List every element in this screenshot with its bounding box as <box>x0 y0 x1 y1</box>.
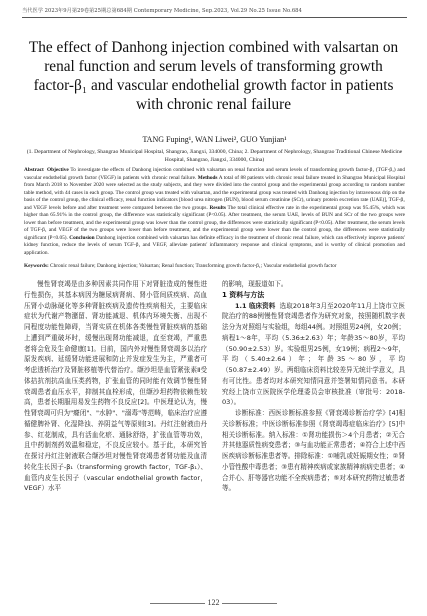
page-number-rule-right <box>222 603 277 604</box>
abstract-label: Abstract <box>24 167 44 173</box>
running-header: 当代医学 2023年9月第29卷第25期总第684期 Contemporary Medicine, Sep.2023, Vol.29 No.25 Issue No.684 <box>22 8 302 14</box>
keywords <box>24 263 405 271</box>
body-paragraph: 诊断标准：西医诊断标准参照《肾衰竭诊断治疗学》[4]相关诊断标准；中医诊断标准参照《肾衰竭毒症临床治疗》[5]中相关诊断标准。纳入标准：①肾功能损伤＞4个月患者；②无合并其他器质性病变患者；③与血功能正常患者；④符合上述中西医疾病诊断标准患者等。排除标准：①哺乳或妊娠期女性；②肾小管性酸中毒患者；③患有精神疾病或家族精神病病史患者；④合并心、肝等器官功能不全疾病患者；⑤对本研究药物过敏患者等。 <box>222 409 405 493</box>
keywords-label: Keywords: <box>24 263 49 269</box>
affiliations: (1. Department of Nephrology, Shangrao Municipal Hospital, Shangrao, Jiangxi, 334000, China; 2. Department of Nephrology, Shangrao Traditional Chinese Medicine Hospital, Shangrao, Jiangxi, 334000, China) <box>26 149 403 164</box>
conclusion-label: Conclusion <box>69 234 95 241</box>
results-label: Results <box>209 204 226 211</box>
section-heading: 1 资料与方法 <box>222 290 265 299</box>
body-paragraph: 的影响，现报道如下。 <box>222 280 288 288</box>
body-column-left <box>24 279 207 579</box>
objective-text: To investigate the effects of Danhong injection combined with valsartan on renal function and serum levels of transforming growth factor-β₁ (TGF-β₁) and vascular endothelial growth factor (VEGF) in patients with chronic renal failure. <box>24 167 405 181</box>
article-title: The effect of Danhong injection combined with valsartan on renal function and serum levels of transforming growth factor-β₁ and vascular endothelial growth factor in patients with chronic renal failure <box>28 39 399 113</box>
objective-label: Objective <box>47 167 69 173</box>
header-rule <box>22 17 407 18</box>
author-list: TANG Fuping¹, WAN Liwei², GUO Yunjian¹ <box>142 135 287 144</box>
methods-text: A total of 88 patients with chronic renal failure treated in Shangrao Municipal Hospital from March 2018 to November 2020 were selected as the study subjects, and they were divided into the control group and the experimental group according to random number table method, with 44 cases in each group. The control group was treated with valsartan, and the experimental group was treated with Danhong injection by intravenous drip on the basis of the control group, the clinical efficacy, renal function indicators [blood urea nitrogen (BUN), blood serum creatinine (SCr), urinary protein excretion rate (UAE)], TGF-β₁ and VEGF levels before and after treatment were compared between the two groups. <box>24 174 405 211</box>
methods-label: Methods <box>197 174 218 181</box>
subsection-heading: 1.1 临床资料 <box>235 301 276 310</box>
conclusion-text: Danhong injection combined with valsartan has definite efficacy in the treatment of chronic renal failure, which can effectively improve patients' kidney function, reduce the levels of serum TGF-β₁ and VEGF, alleviate patients' inflammatory response and clinical symptoms, and is worthy of clinical promotion and application. <box>24 234 406 257</box>
abstract <box>24 167 405 258</box>
body-column-right <box>222 279 405 579</box>
keywords-text: Chronic renal failure; Danhong injection; Valsartan; Renal function; Transforming growth factor-β₁; Vascular endothelial growth factor <box>50 263 337 269</box>
page-number: 122 <box>207 598 220 607</box>
body-paragraph: 慢性肾衰竭是由多种因素共同作用下对肾脏造成的慢性进行性损伤，其基本病因为糖尿病肾病、肾小管间质疾病、高血压肾小动脉硬化等多种肾脏疾病及遗传性疾病相关，主要临床症状为代谢产物潴留、肾功能减退、机体内环境失衡、出现不同程度功能性障碍，当肾实质在机体各类慢性肾脏疾病的基础上遭到严重破坏时，缓慢出现肾功能减退，直至衰竭，严重患者将会危及生命健康[1]。目前，国内外对慢性肾衰竭多以治疗原发疾病、延缓肾功能进展和防止并发症发生为主，严重者可考虑透析治疗及肾脏移植等代替治疗。缬沙坦是血管紧张素Ⅱ受体拮抗剂抗高血压类药物，扩张血管的同时能有效调节慢性肾衰竭患者血压水平，抑制其血栓形成，但缬沙坦药物依赖性较高，患者长期服用易发生药物不良反应[2]。中医理论认为，慢性肾衰竭可归为"癃闭"、"水肿"、"溺毒"等范畴，临床治疗应遵循健脾补肾、化湿降浊、养阴益气等原则[3]。丹红注射液由丹参、红花制成，具有活血化瘀、通脉舒络，扩张血管等功效，且中药制剂药效温和稳定，不良反应较小。基于此，本研究旨在探讨丹红注射液联合缬沙坦对慢性肾衰竭患者肾功能及血清转化生长因子-β₁（transforming growth factor，TGF-β₁）、血管内皮生长因子（vascular endothelial growth factor，VEGF）水平 <box>24 280 207 493</box>
body-paragraph: 选取2018年3月至2020年11月上饶市立医院治疗的88例慢性肾衰竭患者作为研究对象，按照随机数字表法分为对照组与实验组，每组44例。对照组男24例，女20例；病程1～8年，平均（5.36±2.63）年；年龄35～80岁，平均（50.90±2.53）岁。实验组男25例，女19例；病程2～9年，平均（5.40±2.64）年；年龄35～80岁，平均（50.87±2.49）岁。两组临床资料比较差异无统计学意义，具有可比性。患者均对本研究知情同意并签署知情同意书。本研究经上饶市立医院医学伦理委员会审核批准（审批号：2018-03）。 <box>222 301 405 407</box>
results-text: The total clinical effective rate in the experimental group was 95.45%, which was higher than 65.91% in the control group, the difference was statistically significant (P<0.05). After treatment, the serum UAE, levels of BUN and SCr of the two groups were lower than before treatment, and the experimental group was lower than the control group, the differences were statistically significant (P<0.05). After treatment, the serum levels of TGF-β₁ and VEGF of the two groups were lower than before treatment, and the experimental group were lower than the control group, the differences were statistically significant (P<0.05). <box>24 204 405 241</box>
